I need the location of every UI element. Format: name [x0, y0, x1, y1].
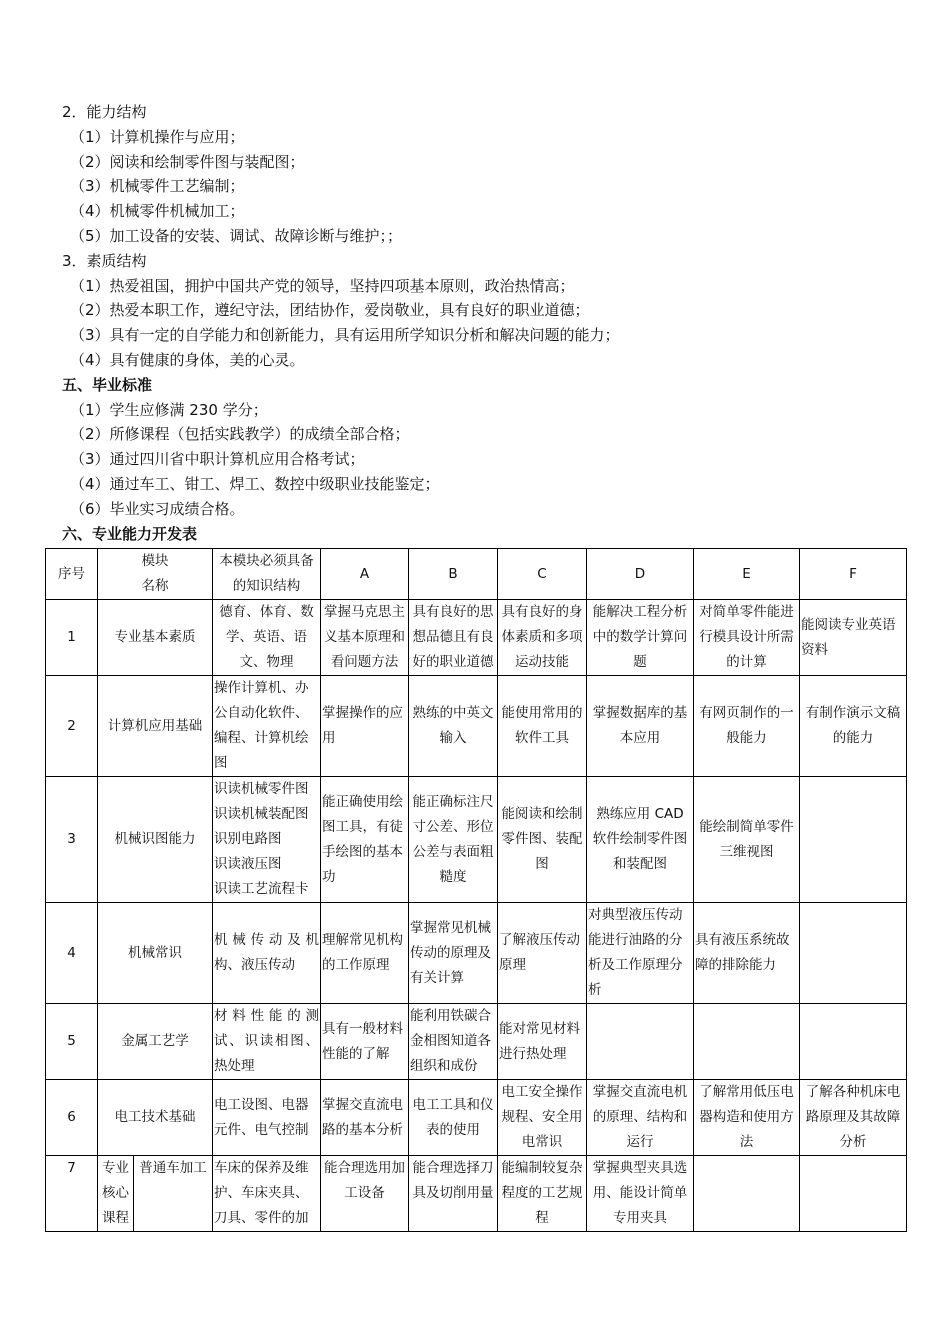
row-no: 1: [46, 600, 98, 676]
row-cell: 掌握操作的应用: [321, 676, 409, 777]
row-cell: 电工工具和仪表的使用: [409, 1080, 498, 1156]
row-cell: 了解常用低压电器构造和使用方法: [694, 1080, 800, 1156]
row-cell: 能阅读专业英语资料: [800, 600, 907, 676]
text-line: （2）阅读和绘制零件图与装配图；: [70, 152, 305, 171]
row-module: 普通车加工: [134, 1156, 213, 1232]
row-cell: 了解液压传动原理: [498, 903, 587, 1004]
row-cell: 电工安全操作规程、安全用电常识: [498, 1080, 587, 1156]
row-cell: 有网页制作的一般能力: [694, 676, 800, 777]
row-no: 7: [46, 1156, 98, 1232]
row-cell: [800, 1004, 907, 1080]
section-heading: 六、专业能力开发表: [62, 524, 198, 543]
row-cell: 对简单零件能进行模具设计所需的计算: [694, 600, 800, 676]
row-module: 机械识图能力: [98, 777, 213, 903]
ability-table: [45, 548, 907, 1232]
table-header-row: [46, 549, 907, 600]
row-cell: 理解常见机构的工作原理: [321, 903, 409, 1004]
section-heading: 五、毕业标准: [62, 375, 153, 394]
row-cell: 具有一般材料性能的了解: [321, 1004, 409, 1080]
row-cell: 对典型液压传动能进行油路的分析及工作原理分析: [587, 903, 694, 1004]
text-line: 3．素质结构: [62, 251, 147, 270]
row-cell: [800, 777, 907, 903]
row-knowledge: 电工设图、电器元件、电气控制: [213, 1080, 321, 1156]
row-no: 5: [46, 1004, 98, 1080]
row-module: 金属工艺学: [98, 1004, 213, 1080]
text-line: （1）热爱祖国，拥护中国共产党的领导，坚持四项基本原则，政治热情高；: [70, 276, 575, 295]
row-module: 专业基本素质: [98, 600, 213, 676]
text-line: （3）通过四川省中职计算机应用合格考试；: [70, 450, 365, 469]
header-col-b: B: [409, 549, 498, 600]
row-knowledge: 德育、体育、数学、英语、语文、物理: [213, 600, 321, 676]
table-row: [46, 1004, 907, 1080]
text-line: （1）学生应修满 230 学分；: [70, 400, 268, 419]
row-no: 2: [46, 676, 98, 777]
text-line: 2．能力结构: [62, 103, 147, 121]
header-col-c: C: [498, 549, 587, 600]
row-cell: [694, 1156, 800, 1232]
row-knowledge: 识读机械零件图 识读机械装配图 识别电路图 识读液压图 识读工艺流程卡: [213, 777, 321, 903]
row-cell: 能合理选用加工设备: [321, 1156, 409, 1232]
row-cell: [694, 1004, 800, 1080]
text-line: （6）毕业实习成绩合格。: [70, 499, 245, 518]
row-module: 计算机应用基础: [98, 676, 213, 777]
row-knowledge: 车床的保养及维护、车床夹具、刀具、零件的加: [213, 1156, 321, 1232]
row-cell: 能对常见材料进行热处理: [498, 1004, 587, 1080]
table-row: [46, 600, 907, 676]
table-row: [46, 903, 907, 1004]
row-module: 电工技术基础: [98, 1080, 213, 1156]
row-no: 4: [46, 903, 98, 1004]
text-line: （1）计算机操作与应用；: [70, 127, 245, 146]
row-cell: 掌握数据库的基本应用: [587, 676, 694, 777]
row-knowledge: 操作计算机、办公自动化软件、编程、计算机绘图: [213, 676, 321, 777]
row-cell: 掌握典型夹具选用、能设计简单专用夹具: [587, 1156, 694, 1232]
row-cell: 能编制较复杂程度的工艺规程: [498, 1156, 587, 1232]
text-line: （3）具有一定的自学能力和创新能力，具有运用所学知识分析和解决问题的能力；: [70, 326, 620, 345]
table-row: [46, 777, 907, 903]
row-cell: 了解各种机床电路原理及其故障分析: [800, 1080, 907, 1156]
row-no: 3: [46, 777, 98, 903]
row-cell: 能利用铁碳合金相图知道各组织和成份: [409, 1004, 498, 1080]
header-col-a: A: [321, 549, 409, 600]
row-module: 机械常识: [98, 903, 213, 1004]
row-no: 6: [46, 1080, 98, 1156]
row-cell: 能使用常用的软件工具: [498, 676, 587, 777]
row-cell: 有制作演示文稿的能力: [800, 676, 907, 777]
row-knowledge: 材料性能的测试、识读相图、热处理: [213, 1004, 321, 1080]
row-cell: 能正确标注尺寸公差、形位公差与表面粗糙度: [409, 777, 498, 903]
row-cell: 掌握马克思主义基本原理和看问题方法: [321, 600, 409, 676]
text-line: （4）通过车工、钳工、焊工、数控中级职业技能鉴定；: [70, 474, 440, 493]
table-row: [46, 1080, 907, 1156]
text-line: （4）具有健康的身体，美的心灵。: [70, 350, 305, 369]
row-cell: 具有液压系统故障的排除能力: [694, 903, 800, 1004]
text-line: （3）机械零件工艺编制；: [70, 177, 245, 196]
header-no: 序号: [46, 549, 98, 600]
header-module: 模块 名称: [98, 549, 213, 600]
text-line: （4）机械零件机械加工；: [70, 202, 245, 221]
row-cell: 具有良好的身体素质和多项运动技能: [498, 600, 587, 676]
text-line: （5）加工设备的安装、调试、故障诊断与维护；；: [70, 226, 403, 245]
table-row: [46, 1156, 907, 1232]
body-text: [62, 100, 922, 546]
row-cell: 能合理选择刀具及切削用量: [409, 1156, 498, 1232]
row-cell: 掌握交直流电路的基本分析: [321, 1080, 409, 1156]
row-cell: 熟练的中英文输入: [409, 676, 498, 777]
header-col-f: F: [800, 549, 907, 600]
header-knowledge: 本模块必须具备的知识结构: [213, 549, 321, 600]
text-line: （2）热爱本职工作，遵纪守法，团结协作，爱岗敬业，具有良好的职业道德；: [70, 301, 590, 320]
row-cell: 能正确使用绘图工具，有徒手绘图的基本功: [321, 777, 409, 903]
text-line: （2）所修课程（包括实践教学）的成绩全部合格；: [70, 425, 410, 444]
row-cell: 熟练应用 CAD 软件绘制零件图和装配图: [587, 777, 694, 903]
header-col-d: D: [587, 549, 694, 600]
row-cell: [800, 903, 907, 1004]
row-cell: 掌握交直流电机的原理、结构和运行: [587, 1080, 694, 1156]
row-cell: 掌握常见机械传动的原理及有关计算: [409, 903, 498, 1004]
row-group: 专业核心课程: [98, 1156, 134, 1232]
row-knowledge: 机械传动及机构、液压传动: [213, 903, 321, 1004]
header-col-e: E: [694, 549, 800, 600]
row-cell: 能解决工程分析中的数学计算问题: [587, 600, 694, 676]
row-cell: 能阅读和绘制零件图、装配图: [498, 777, 587, 903]
row-cell: 具有良好的思想品德且有良好的职业道德: [409, 600, 498, 676]
row-cell: 能绘制简单零件三维视图: [694, 777, 800, 903]
row-cell: [587, 1004, 694, 1080]
table-row: [46, 676, 907, 777]
row-cell: [800, 1156, 907, 1232]
